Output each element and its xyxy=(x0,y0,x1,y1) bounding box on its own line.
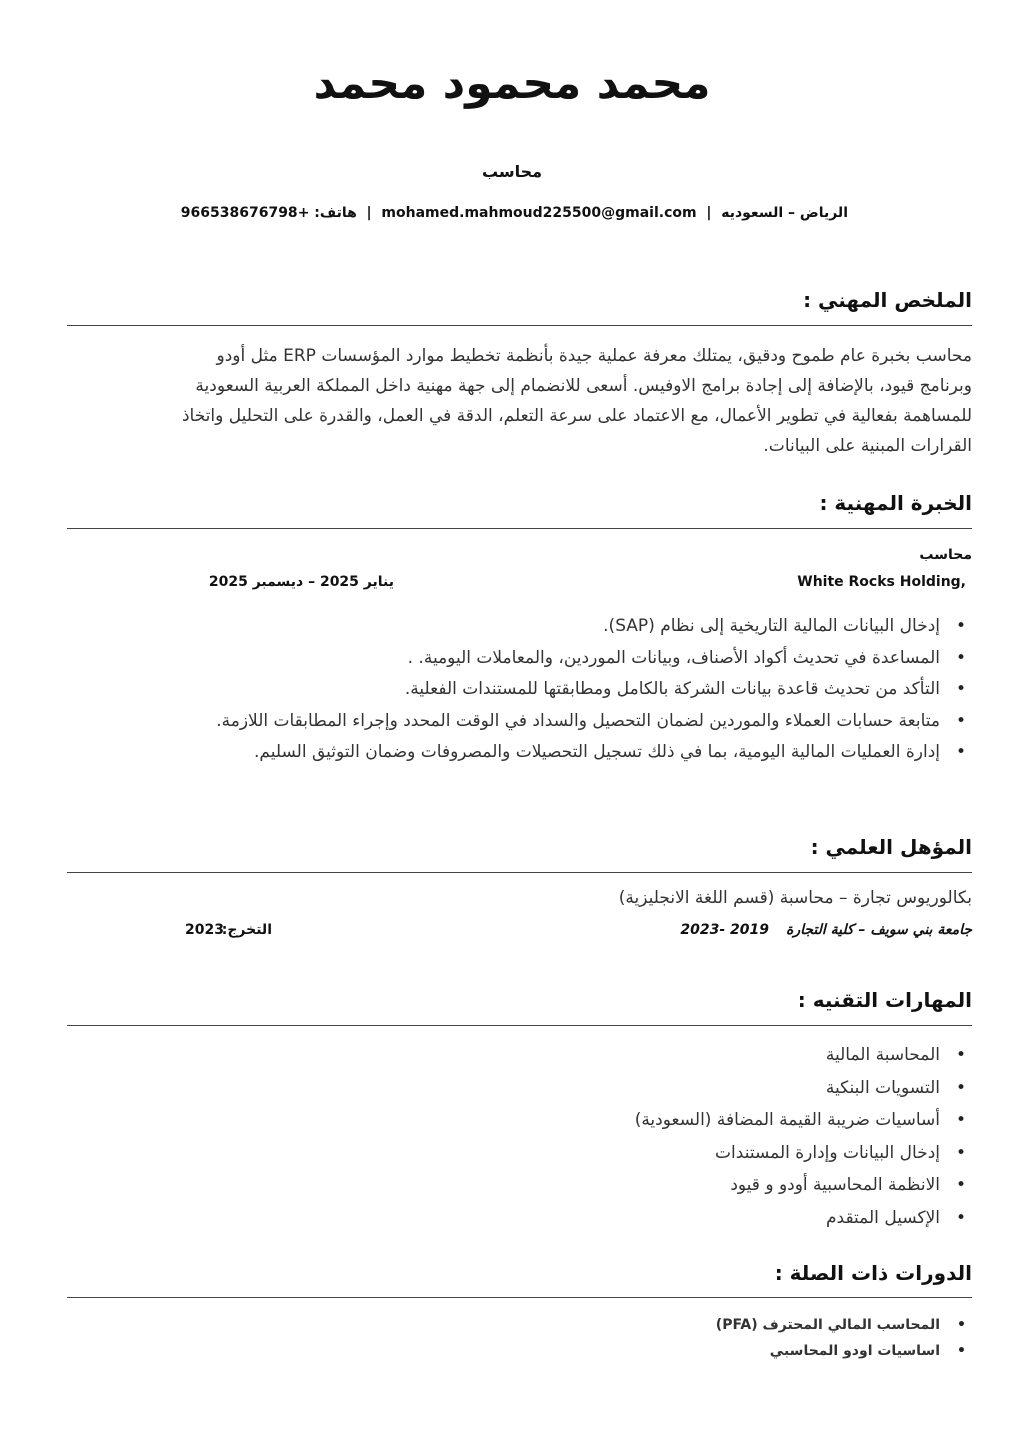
separator: | xyxy=(366,205,372,221)
contact-line xyxy=(120,205,848,221)
courses-title: الدورات ذات الصلة : xyxy=(774,1261,972,1285)
email-address[interactable]: mohamed.mahmoud225500@gmail.com xyxy=(381,205,697,221)
divider xyxy=(67,1025,972,1026)
graduation-label: التخرج: xyxy=(221,922,272,938)
list-item: • التأكد من تحديث قاعدة بيانات الشركة بالكامل ومطابقتها للمستندات الفعلية. xyxy=(67,674,972,706)
location: الرياض – السعوديه xyxy=(721,205,848,221)
summary-line: للمساهمة بفعالية في تطوير الأعمال، مع الاعتماد على سرعة التعلم، الدقة في العمل، والقدرة على التحليل واتخاذ xyxy=(181,406,972,426)
summary-line: محاسب بخبرة عام طموح ودقيق، يمتلك معرفة عملية جيدة بأنظمة تخطيط موارد المؤسسات ERP مثل أودو xyxy=(216,346,972,366)
bullet-icon: • xyxy=(955,616,966,636)
bullet-icon: • xyxy=(955,1175,966,1195)
bullet-icon: • xyxy=(955,1207,966,1228)
bullet-icon: • xyxy=(955,710,966,731)
divider xyxy=(67,325,972,326)
divider xyxy=(67,1297,972,1298)
summary-text xyxy=(67,341,972,461)
experience-role: محاسب xyxy=(919,547,972,563)
bullet-icon: • xyxy=(955,647,966,668)
bullet-icon: • xyxy=(955,1045,966,1065)
list-item: • متابعة حسابات العملاء والموردين لضمان التحصيل والسداد في الوقت المحدد وإجراء المطابقات اللازمة. xyxy=(67,706,972,738)
list-item: • الانظمة المحاسبية أودو و قيود xyxy=(67,1169,972,1202)
list-item: • الإكسيل المتقدم xyxy=(67,1202,972,1235)
bullet-icon: • xyxy=(955,1077,966,1098)
skills-title: المهارات التقنيه : xyxy=(797,988,972,1012)
list-item: • إدخال البيانات المالية التاريخية إلى نظام (SAP). xyxy=(67,611,972,643)
bullet-icon: • xyxy=(955,1110,966,1130)
courses-list xyxy=(67,1312,972,1364)
skills-list xyxy=(67,1039,972,1234)
list-item: • إدارة العمليات المالية اليومية، بما في ذلك تسجيل التحصيلات والمصروفات وضمان التوثيق السليم. xyxy=(67,737,972,769)
summary-title: الملخص المهني : xyxy=(803,288,972,312)
divider xyxy=(67,872,972,873)
phone-number[interactable]: +966538676798 xyxy=(180,205,310,221)
bullet-icon: • xyxy=(955,679,966,699)
list-item: • إدخال البيانات وإدارة المستندات xyxy=(67,1137,972,1170)
bullet-icon: • xyxy=(955,1142,966,1163)
education-title: المؤهل العلمي : xyxy=(810,835,972,859)
summary-line: القرارات المبنية على البيانات. xyxy=(763,436,972,456)
bullet-icon: • xyxy=(957,1317,966,1333)
bullet-icon: • xyxy=(957,1343,966,1359)
list-item: • التسويات البنكية xyxy=(67,1072,972,1105)
experience-period: يناير 2025 – ديسمبر 2025 xyxy=(208,574,394,590)
list-item: • أساسيات ضريبة القيمة المضافة (السعودية) xyxy=(67,1104,972,1137)
experience-list xyxy=(67,611,972,769)
institution: جامعة بني سويف – كلية التجارة xyxy=(786,922,972,938)
separator: | xyxy=(706,205,712,221)
divider xyxy=(67,528,972,529)
study-years: 2019 -2023 xyxy=(680,922,769,938)
graduation-year: 2023 xyxy=(185,922,224,938)
job-title: محاسب xyxy=(481,162,543,181)
list-item: • المساعدة في تحديث أكواد الأصناف، وبيانات الموردين، والمعاملات اليومية. . xyxy=(67,643,972,675)
list-item: • المحاسب المالي المحترف (PFA) xyxy=(67,1312,972,1338)
bullet-icon: • xyxy=(955,742,966,762)
candidate-name: محمد محمود محمد xyxy=(313,58,711,109)
degree: بكالوريوس تجارة – محاسبة (قسم اللغة الانجليزية) xyxy=(618,888,972,908)
summary-line: وبرنامج قيود، بالإضافة إلى إجادة برامج الاوفيس. أسعى للانضمام إلى جهة مهنية داخل المملكة العربية السعودية xyxy=(195,376,972,396)
experience-company: White Rocks Holding, xyxy=(797,574,966,590)
phone-label: هاتف: xyxy=(314,205,357,221)
list-item: • اساسيات اودو المحاسبي xyxy=(67,1338,972,1364)
experience-title: الخبرة المهنية : xyxy=(819,491,972,515)
list-item: • المحاسبة المالية xyxy=(67,1039,972,1072)
